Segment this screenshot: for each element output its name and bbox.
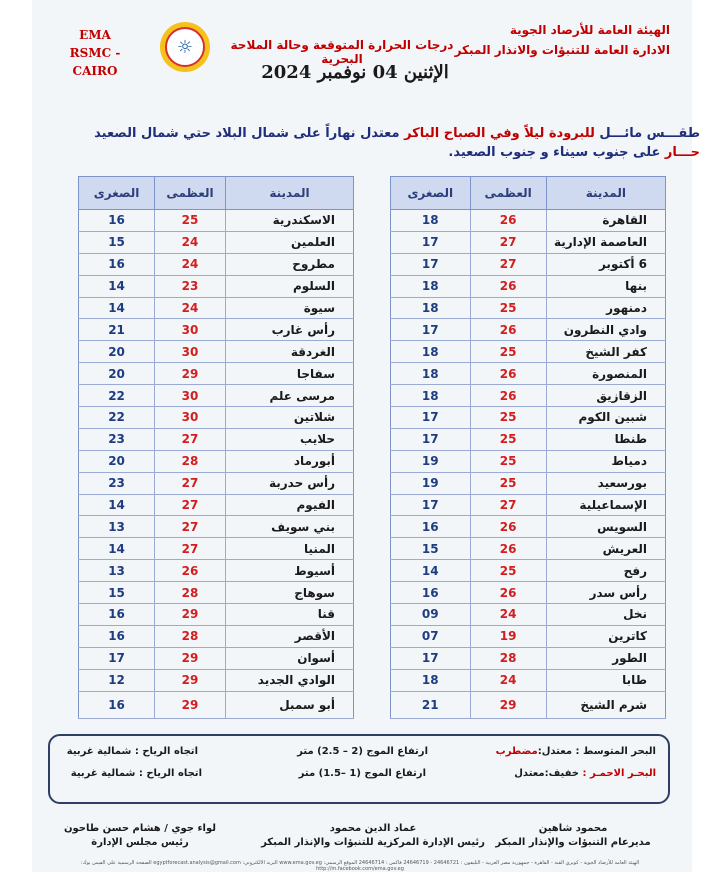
min-temp-cell: 16 [391,582,471,604]
min-temp-cell: 17 [391,428,471,450]
max-temp-cell: 27 [155,472,226,494]
org-name-line2: الادارة العامة للتنبؤات والانذار المبكر [454,43,670,57]
table-row [79,231,354,253]
ema-logo-icon: ☼ [160,22,210,72]
city-cell: طنطا [546,428,665,450]
max-temp-cell: 30 [155,385,226,407]
signature-director-title: مديرعام التنبؤات والإنذار المبكر [495,837,651,848]
table-row [391,582,666,604]
table-row [79,494,354,516]
table-row [391,516,666,538]
city-cell: دمنهور [546,297,665,319]
red-sea-status: خفيف:معتدل [514,768,583,779]
table-row [391,538,666,560]
max-temp-cell: 28 [155,450,226,472]
min-temp-cell: 19 [391,472,471,494]
signature-chairman-name: لواء جوي / هشام حسن طاحون [63,823,217,834]
forecast-l1-c: معتدل [360,126,400,141]
temperature-table-left [78,176,354,719]
city-cell: القاهرة [546,210,665,232]
table-row [391,253,666,275]
city-cell: دمياط [546,450,665,472]
col-header-city: المدينة [225,177,353,210]
city-cell: رأس حدربة [225,472,353,494]
table-row [79,669,354,691]
city-cell: بني سويف [225,516,353,538]
table-row [391,625,666,647]
forecast-l1-a: طقـــس مائـــل [599,126,700,141]
max-temp-cell: 29 [470,691,546,718]
city-cell: شبين الكوم [546,407,665,429]
table-row [79,538,354,560]
min-temp-cell: 22 [79,407,155,429]
table-header-row [79,177,354,210]
table-row [391,691,666,718]
min-temp-cell: 18 [391,341,471,363]
table-row [391,428,666,450]
city-cell: رأس سدر [546,582,665,604]
min-temp-cell: 14 [79,494,155,516]
table-row [391,385,666,407]
table-row [391,341,666,363]
city-cell: السلوم [225,275,353,297]
table-row [79,625,354,647]
table-row [79,582,354,604]
min-temp-cell: 16 [79,253,155,275]
forecast-l2-b: على جنوب سيناء و جنوب الصعيد. [448,145,665,160]
col-header-city: المدينة [546,177,665,210]
col-header-max: العظمى [155,177,226,210]
city-cell: الغردقة [225,341,353,363]
signature-central-name: عماد الدين محمود [329,823,417,834]
max-temp-cell: 29 [155,669,226,691]
max-temp-cell: 26 [155,560,226,582]
table-row [79,472,354,494]
max-temp-cell: 28 [155,582,226,604]
min-temp-cell: 16 [79,691,155,718]
min-temp-cell: 21 [79,319,155,341]
max-temp-cell: 25 [470,428,546,450]
table-row [391,231,666,253]
min-temp-cell: 17 [79,647,155,669]
table-row [391,275,666,297]
city-cell: وادي النطرون [546,319,665,341]
max-temp-cell: 27 [155,538,226,560]
city-cell: أبو سمبل [225,691,353,718]
min-temp-cell: 17 [391,231,471,253]
city-cell: 6 أكتوبر [546,253,665,275]
city-cell: سوهاج [225,582,353,604]
max-temp-cell: 26 [470,363,546,385]
city-cell: أسيوط [225,560,353,582]
city-cell: الزقازيق [546,385,665,407]
max-temp-cell: 26 [470,516,546,538]
table-row [79,363,354,385]
max-temp-cell: 27 [470,253,546,275]
city-cell: الإسماعيلية [546,494,665,516]
max-temp-cell: 28 [470,647,546,669]
forecast-l1-d: نهاراً على شمال البلاد حتي شمال الصعيد [94,126,361,141]
forecast-line2 [80,143,700,162]
min-temp-cell: 07 [391,625,471,647]
table-row [79,341,354,363]
min-temp-cell: 20 [79,341,155,363]
min-temp-cell: 14 [391,560,471,582]
max-temp-cell: 24 [155,231,226,253]
max-temp-cell: 26 [470,275,546,297]
med-sea-state [496,746,656,757]
city-cell: مرسى علم [225,385,353,407]
city-cell: الوادي الجديد [225,669,353,691]
col-header-min: الصغرى [79,177,155,210]
red-sea-state [514,768,656,779]
max-temp-cell: 24 [155,253,226,275]
min-temp-cell: 14 [79,538,155,560]
max-temp-cell: 30 [155,407,226,429]
org-abbr-ema: EMA [79,28,111,42]
table-header-row [391,177,666,210]
max-temp-cell: 25 [470,560,546,582]
org-abbreviation [50,26,160,80]
max-temp-cell: 27 [470,494,546,516]
table-row [391,363,666,385]
city-cell: شلاتين [225,407,353,429]
marine-conditions-box [48,734,670,804]
min-temp-cell: 14 [79,297,155,319]
min-temp-cell: 23 [79,472,155,494]
org-name-line1: الهيئة العامة للأرصاد الجوية [509,23,670,37]
city-cell: نخل [546,604,665,626]
org-abbr-rsmc: RSMC - CAIRO [69,46,121,78]
max-temp-cell: 30 [155,319,226,341]
city-cell: بنها [546,275,665,297]
city-cell: الطور [546,647,665,669]
bulletin-title: درجات الحرارة المتوقعة وحالة الملاحة البحرية [230,38,454,66]
table-row [391,407,666,429]
city-cell: رأس غارب [225,319,353,341]
min-temp-cell: 16 [79,210,155,232]
min-temp-cell: 17 [391,407,471,429]
city-cell: الاسكندرية [225,210,353,232]
city-cell: الفيوم [225,494,353,516]
max-temp-cell: 25 [155,210,226,232]
max-temp-cell: 29 [155,647,226,669]
max-temp-cell: 25 [470,341,546,363]
med-sea-label: البحر المتوسط : معتدل: [537,746,656,757]
min-temp-cell: 17 [391,253,471,275]
red-sea-wind: اتجاه الرياح : شمالية غربية [70,768,202,779]
max-temp-cell: 26 [470,210,546,232]
contact-footer: الهيئة العامة للأرصاد الجوية - كوبري القبة - القاهرة - جمهورية مصر العربية - التليفون : 24646721 - 24646719 فاكس : 24646714 الموقع الرسمي: www.ema.gov.eg البريد الالكتروني: egyptforecast.analysis@gmail.com الصفحة الرسمية على الفيس بوك: http://m.facebook.com/ema.gov.eg [80,860,640,872]
city-cell: قنا [225,604,353,626]
city-cell: شرم الشيخ [546,691,665,718]
min-temp-cell: 13 [79,560,155,582]
signature-director [478,822,668,850]
table-row [79,319,354,341]
min-temp-cell: 09 [391,604,471,626]
city-cell: المنصورة [546,363,665,385]
min-temp-cell: 17 [391,647,471,669]
table-row [79,428,354,450]
table-row [391,669,666,691]
min-temp-cell: 17 [391,319,471,341]
table-row [79,385,354,407]
table-row [391,450,666,472]
bulletin-date: الإثنين 04 نوفمبر 2024 [261,62,449,83]
min-temp-cell: 18 [391,385,471,407]
bottom-strip [0,872,720,896]
city-cell: العاصمة الإدارية [546,231,665,253]
table-row [391,319,666,341]
min-temp-cell: 18 [391,297,471,319]
max-temp-cell: 26 [470,582,546,604]
table-row [79,450,354,472]
max-temp-cell: 27 [155,516,226,538]
max-temp-cell: 27 [470,231,546,253]
max-temp-cell: 24 [470,604,546,626]
max-temp-cell: 25 [470,472,546,494]
table-row [79,604,354,626]
min-temp-cell: 15 [391,538,471,560]
city-cell: المنيا [225,538,353,560]
col-header-min: الصغرى [391,177,471,210]
min-temp-cell: 15 [79,582,155,604]
min-temp-cell: 20 [79,450,155,472]
table-row [79,647,354,669]
med-sea-wind: اتجاه الرياح : شمالية غربية [66,746,198,757]
min-temp-cell: 19 [391,450,471,472]
min-temp-cell: 20 [79,363,155,385]
signature-central-head [248,822,498,850]
table-row [391,494,666,516]
max-temp-cell: 30 [155,341,226,363]
min-temp-cell: 18 [391,275,471,297]
max-temp-cell: 25 [470,450,546,472]
med-sea-wave: ارتفاع الموج (2 – 2.5) متر [297,746,428,757]
city-cell: العريش [546,538,665,560]
forecast-text [80,124,700,162]
min-temp-cell: 22 [79,385,155,407]
max-temp-cell: 19 [470,625,546,647]
med-sea-status: مضطرب [495,746,538,757]
min-temp-cell: 18 [391,210,471,232]
max-temp-cell: 26 [470,538,546,560]
signature-chairman-title: رئيس مجلس الإدارة [91,837,189,848]
city-cell: كفر الشيخ [546,341,665,363]
min-temp-cell: 18 [391,669,471,691]
table-row [79,516,354,538]
city-cell: سفاجا [225,363,353,385]
max-temp-cell: 24 [470,669,546,691]
max-temp-cell: 28 [155,625,226,647]
signature-director-name: محمود شاهين [538,823,608,834]
org-name [430,20,670,60]
forecast-line1 [80,124,700,143]
red-sea-label: البحـر الاحمـر : [582,768,656,779]
max-temp-cell: 25 [470,407,546,429]
table-row [79,407,354,429]
table-row [391,297,666,319]
table-row [79,560,354,582]
table-row [391,560,666,582]
city-cell: العلمين [225,231,353,253]
city-cell: أسوان [225,647,353,669]
max-temp-cell: 27 [155,428,226,450]
min-temp-cell: 15 [79,231,155,253]
table-row [391,210,666,232]
max-temp-cell: 29 [155,604,226,626]
forecast-l1-b: للبرودة ليلاً وفي الصباح الباكر [399,126,600,141]
min-temp-cell: 16 [79,604,155,626]
min-temp-cell: 13 [79,516,155,538]
city-cell: أبورماد [225,450,353,472]
min-temp-cell: 18 [391,363,471,385]
table-row [391,604,666,626]
table-row [79,691,354,718]
forecast-l2-a: حـــار [664,145,700,160]
min-temp-cell: 17 [391,494,471,516]
city-cell: حلايب [225,428,353,450]
max-temp-cell: 29 [155,363,226,385]
city-cell: بورسعيد [546,472,665,494]
max-temp-cell: 27 [155,494,226,516]
max-temp-cell: 26 [470,319,546,341]
min-temp-cell: 16 [391,516,471,538]
city-cell: السويس [546,516,665,538]
table-row [79,297,354,319]
max-temp-cell: 26 [470,385,546,407]
city-cell: رفح [546,560,665,582]
table-row [79,275,354,297]
table-row [391,647,666,669]
signature-chairman [60,822,220,850]
city-cell: كاترين [546,625,665,647]
min-temp-cell: 16 [79,625,155,647]
city-cell: سيوة [225,297,353,319]
min-temp-cell: 14 [79,275,155,297]
max-temp-cell: 29 [155,691,226,718]
table-row [79,210,354,232]
max-temp-cell: 23 [155,275,226,297]
max-temp-cell: 24 [155,297,226,319]
min-temp-cell: 12 [79,669,155,691]
city-cell: طابا [546,669,665,691]
min-temp-cell: 23 [79,428,155,450]
temperature-table-right [390,176,666,719]
min-temp-cell: 21 [391,691,471,718]
red-sea-wave: ارتفاع الموج (1 –1.5) متر [298,768,426,779]
table-row [391,472,666,494]
table-row [79,253,354,275]
city-cell: مطروح [225,253,353,275]
col-header-max: العظمى [470,177,546,210]
max-temp-cell: 25 [470,297,546,319]
signature-central-title: رئيس الإدارة المركزية للتنبؤات والإنذار المبكر [261,837,485,848]
city-cell: الأقصر [225,625,353,647]
